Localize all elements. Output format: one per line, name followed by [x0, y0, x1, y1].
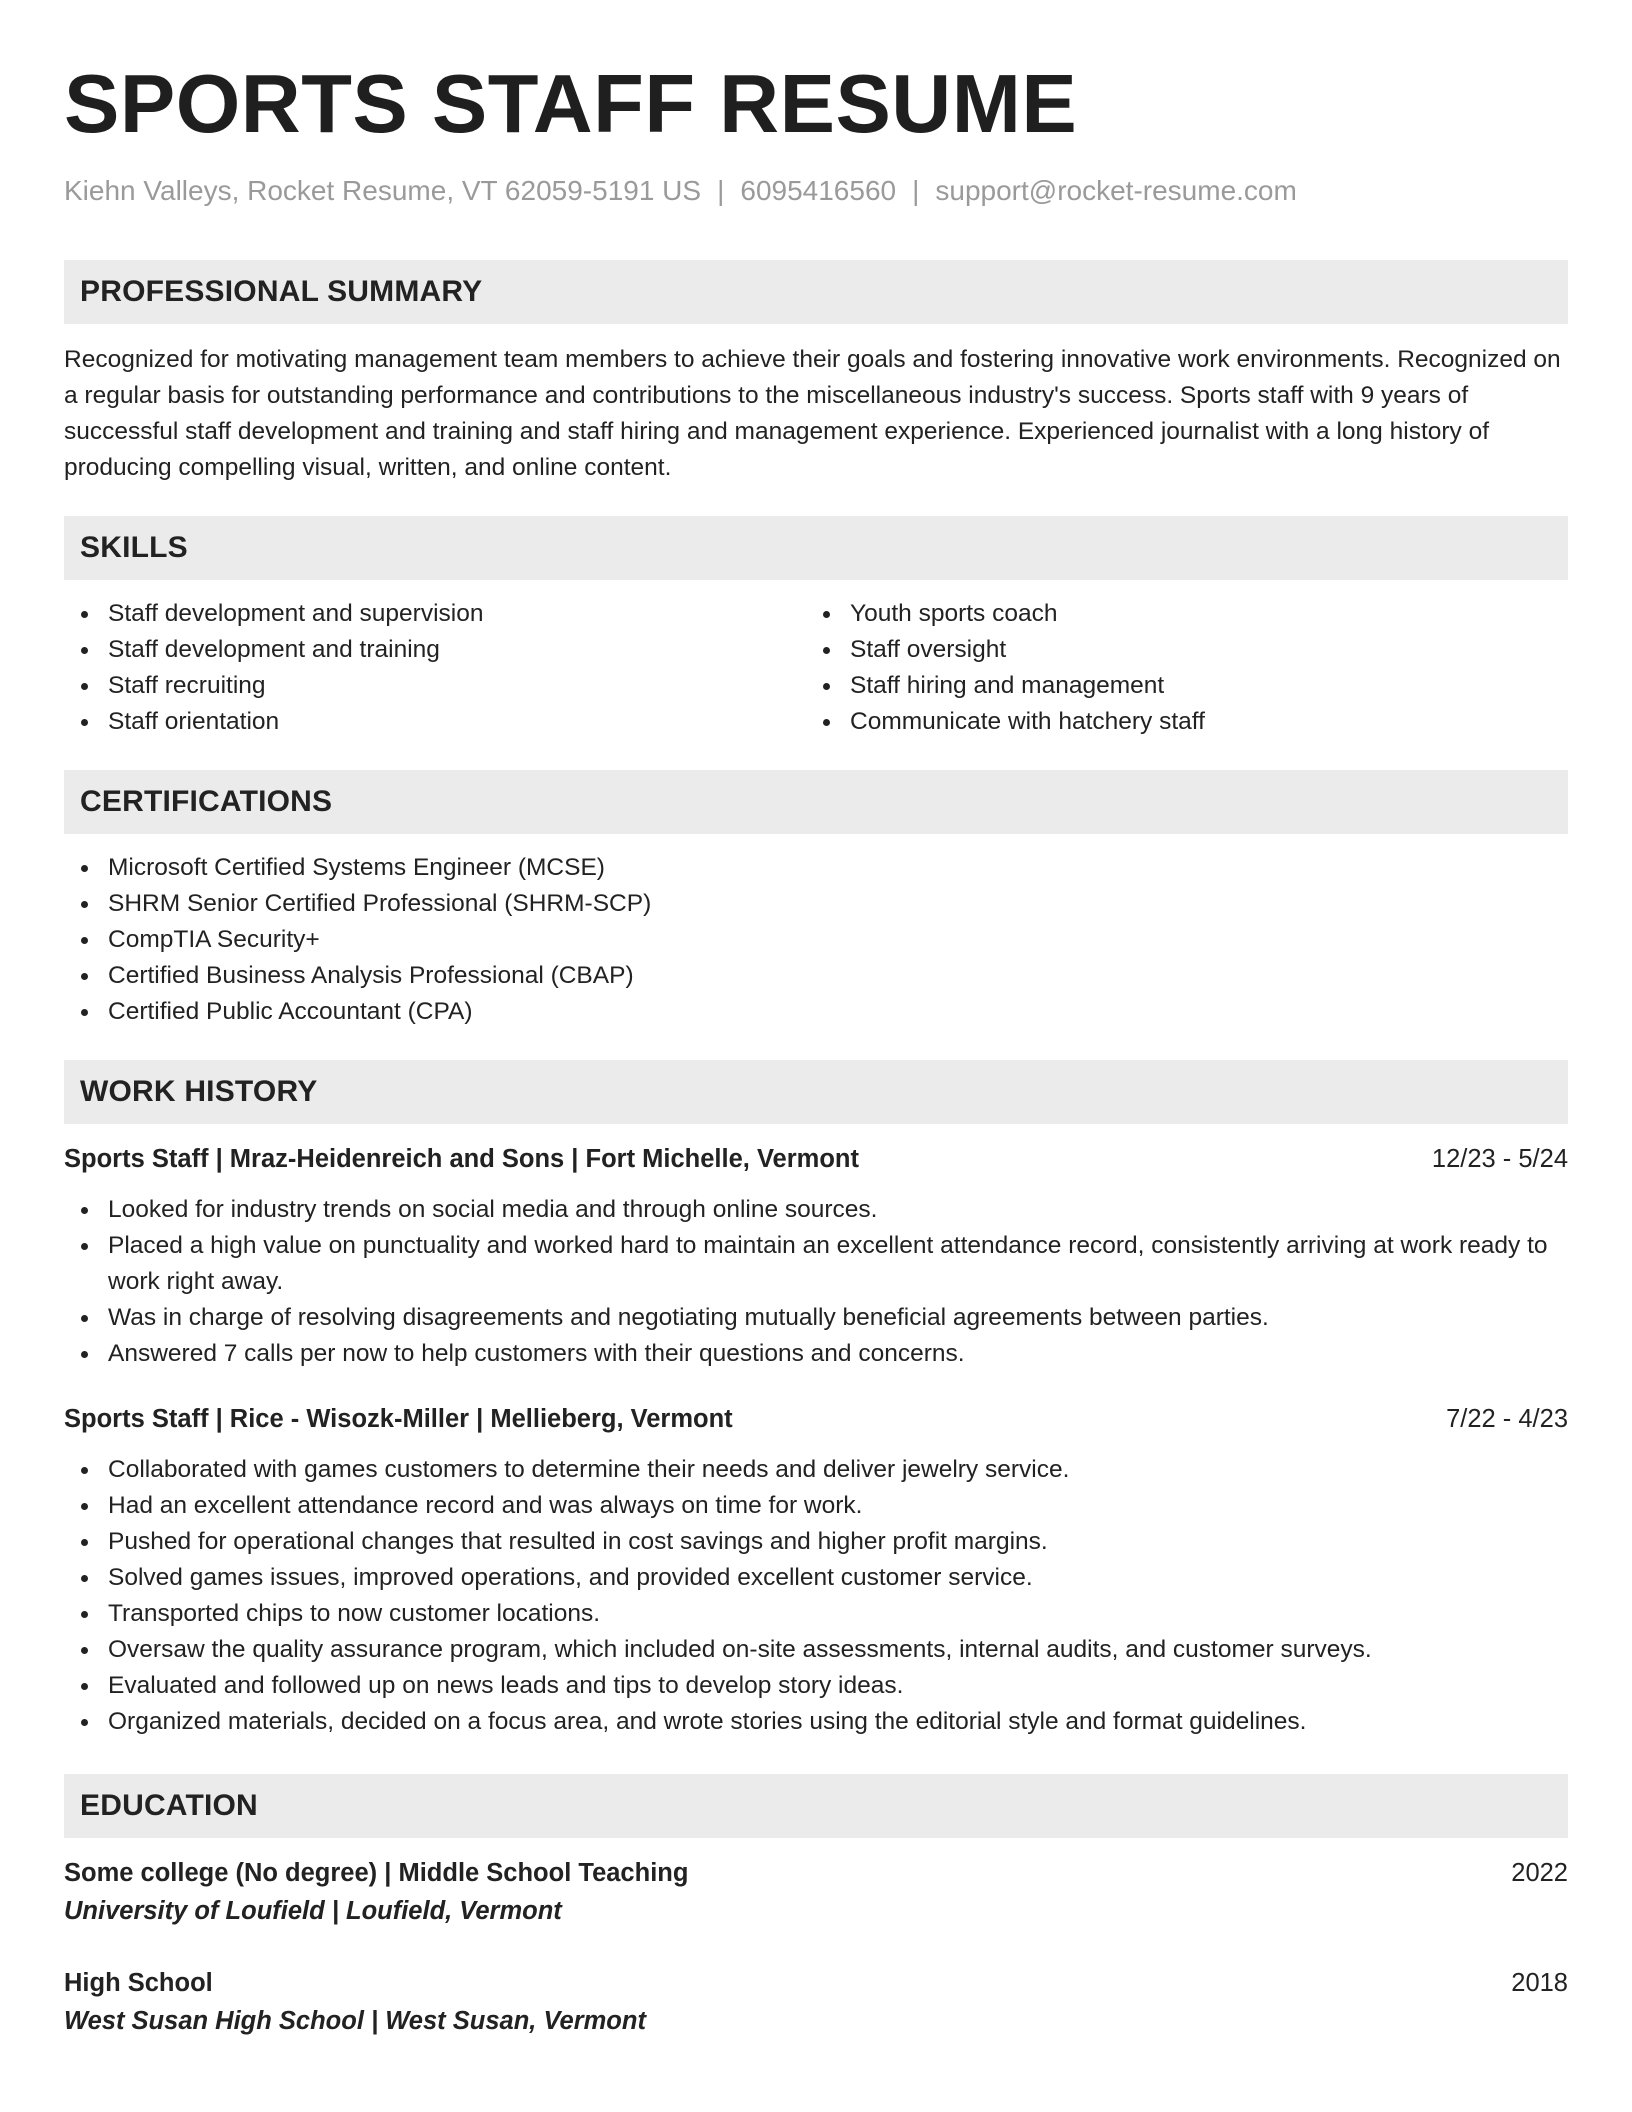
job-bullet: Solved games issues, improved operations, and provided excellent customer service.: [64, 1560, 1568, 1596]
job-header: [64, 1140, 1568, 1178]
skill-item: Staff orientation: [64, 704, 806, 740]
job-title: Sports Staff | Mraz-Heidenreich and Sons | Fort Michelle, Vermont: [64, 1145, 859, 1173]
certifications-heading: CERTIFICATIONS: [64, 770, 1568, 834]
job-header: [64, 1400, 1568, 1438]
skills-grid: [64, 596, 1568, 740]
job-dates: 12/23 - 5/24: [1431, 1145, 1568, 1173]
skills-left-column: [64, 596, 806, 740]
skill-item: Staff oversight: [806, 632, 1548, 668]
certifications-list: [64, 850, 1568, 1030]
certification-item: Certified Business Analysis Professional (CBAP): [64, 958, 1568, 994]
job-bullets: [64, 1452, 1568, 1740]
education-title: Some college (No degree) | Middle School Teaching: [64, 1859, 689, 1887]
job-bullet: Had an excellent attendance record and was always on time for work.: [64, 1488, 1568, 1524]
job-bullet: Answered 7 calls per now to help customers with their questions and concerns.: [64, 1336, 1568, 1372]
job-bullet: Oversaw the quality assurance program, which included on-site assessments, internal audits, and customer surveys.: [64, 1632, 1568, 1668]
skills-right-column: [806, 596, 1548, 740]
resume-title: SPORTS STAFF RESUME: [64, 57, 1078, 150]
summary-heading: PROFESSIONAL SUMMARY: [64, 260, 1568, 324]
contact-separator: |: [912, 175, 920, 206]
job-bullet: Was in charge of resolving disagreements and negotiating mutually beneficial agreements between parties.: [64, 1300, 1568, 1336]
education-year: 2022: [1511, 1859, 1568, 1887]
contact-address: Kiehn Valleys, Rocket Resume, VT 62059-5191 US: [64, 175, 702, 206]
skill-item: Staff hiring and management: [806, 668, 1548, 704]
skill-item: Youth sports coach: [806, 596, 1548, 632]
skill-item: Staff recruiting: [64, 668, 806, 704]
education-school: University of Loufield | Loufield, Vermont: [64, 1897, 562, 1925]
contact-email: support@rocket-resume.com: [935, 175, 1297, 206]
certification-item: SHRM Senior Certified Professional (SHRM-SCP): [64, 886, 1568, 922]
job-bullet: Looked for industry trends on social media and through online sources.: [64, 1192, 1568, 1228]
education-header: [64, 1964, 1568, 2002]
job-bullet: Pushed for operational changes that resulted in cost savings and higher profit margins.: [64, 1524, 1568, 1560]
job-bullet: Transported chips to now customer locations.: [64, 1596, 1568, 1632]
education-header: [64, 1854, 1568, 1892]
skills-heading: SKILLS: [64, 516, 1568, 580]
contact-separator: |: [717, 175, 725, 206]
job-bullet: Placed a high value on punctuality and worked hard to maintain an excellent attendance record, consistently arriving at work ready to work right away.: [64, 1228, 1568, 1300]
education-year: 2018: [1511, 1969, 1568, 1997]
job-bullet: Collaborated with games customers to determine their needs and deliver jewelry service.: [64, 1452, 1568, 1488]
skill-item: Communicate with hatchery staff: [806, 704, 1548, 740]
contact-phone: 6095416560: [740, 175, 897, 206]
certification-item: CompTIA Security+: [64, 922, 1568, 958]
job-dates: 7/22 - 4/23: [1446, 1405, 1568, 1433]
job-bullet: Evaluated and followed up on news leads and tips to develop story ideas.: [64, 1668, 1568, 1704]
certification-item: Certified Public Accountant (CPA): [64, 994, 1568, 1030]
contact-line: [64, 174, 1568, 208]
job-title: Sports Staff | Rice - Wisozk-Miller | Mellieberg, Vermont: [64, 1405, 733, 1433]
work-history-heading: WORK HISTORY: [64, 1060, 1568, 1124]
summary-text: Recognized for motivating management team members to achieve their goals and fostering innovative work environments. Recognized on a regular basis for outstanding performance and contributions to the miscellaneous industry's success. Sports staff with 9 years of successful staff development and training and staff hiring and management experience. Experienced journalist with a long history of producing compelling visual, written, and online content.: [64, 346, 1561, 481]
job-bullets: [64, 1192, 1568, 1372]
certification-item: Microsoft Certified Systems Engineer (MCSE): [64, 850, 1568, 886]
skill-item: Staff development and training: [64, 632, 806, 668]
skill-item: Staff development and supervision: [64, 596, 806, 632]
job-bullet: Organized materials, decided on a focus area, and wrote stories using the editorial style and format guidelines.: [64, 1704, 1568, 1740]
education-heading: EDUCATION: [64, 1774, 1568, 1838]
education-title: High School: [64, 1969, 213, 1997]
education-school: West Susan High School | West Susan, Vermont: [64, 2007, 646, 2035]
